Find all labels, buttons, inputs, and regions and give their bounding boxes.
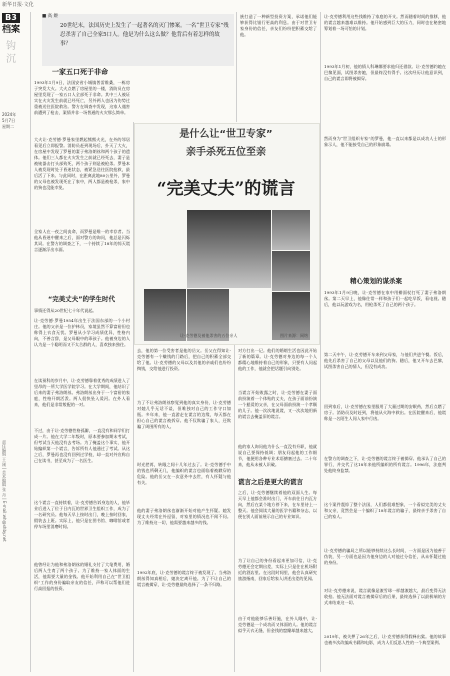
headline-subtitle: 亲手杀死五位至亲 xyxy=(186,147,266,158)
body-paragraph: 第二天中午，让-克劳德开车来到父母家，与他们共进午餐。饭后，他先后杀害了自己的父母以及他们的狗。随后，他又开车去巴黎，试图杀害自己的情人，但没有成功。 xyxy=(324,352,446,370)
headline-subtitle: 是什么让“世卫专家” xyxy=(179,129,273,140)
body-paragraph: 然而身为“世卫组织专家”的罗曼，他一直以来都是以成功人士的形象示人，他不能接受自己的形象崩塌。 xyxy=(324,136,446,148)
masthead: 新华日报·文化 xyxy=(2,2,34,8)
section-heading: 一家五口死于非命 xyxy=(52,68,108,76)
body-paragraph: 在警方的调查之下，让-克劳德的谎言终于被揭穿。他承认了自己的罪行，并交代了这18年来他所编织的所有谎言。1996年，法庭判处他终身监禁。 xyxy=(324,456,446,474)
photo-caption: 让-克劳德及被他杀害的五位亲人 xyxy=(180,333,238,338)
body-paragraph: 时光荏苒，转眼之间十几年过去了。让-克劳德手中的钱也所剩无几，他编织的谎言也面临着被戳穿的危险。他的岳父在一次意外中去世，有人怀疑与他有关。 xyxy=(137,462,231,486)
body-paragraph: 1993年1月9日晚，让-克劳德在家中用擀面杖打死了妻子弗洛朗丝。第二天早上，他像往常一样和孩子们一起吃早饭，看电视。随后，他以玩游戏为名，用枪杀死了自己的两个孩子。 xyxy=(324,290,446,308)
body-paragraph: 对方打出一记。他们的婚姻生活也因此开始了新的篇章。让-克劳德对身边的每一个人都精心地维持着自己的形象，只要有人问起他的工作，他就会把话题引向别处。 xyxy=(238,348,317,372)
body-paragraph: 2019年，被关押了26年之后，让-克劳德获得假释出狱。他的故事也被多次改编成书籍和电影，成为人们反思人性的一个典型案例。 xyxy=(324,634,446,646)
body-paragraph: 在读预科的岁月中，让-克劳德靠着优秀的成绩进入了里昂的一所大学医学院学习。在大学期间，他结识了后来的妻子弗洛朗丝。弗洛朗丝出身于一个富裕的家庭，性格开朗活泼。两人很快坠入爱河。在外人看来，他们是非常般配的一对。 xyxy=(34,378,130,408)
body-paragraph: 让-克劳德利用这些钱维持了家庭的开支。然而随着时间的推移，他的谎言越来越难以维持。他开始感到巨大的压力，同时也在秘密地筹划着一场可怕的计划。 xyxy=(324,14,446,32)
author-byline: ■ 高 姬 xyxy=(42,14,59,19)
body-paragraph: 为了不让弗洛朗丝察觉到他的真实身份，让-克劳德对她几乎无话不谈，但唯独对自己的工作守口如瓶。多年来，他一直游走在谎言的边缘，每天都在担心自己的谎言被拆穿。他不仅欺骗了家人，还欺骗了周围所有的人。 xyxy=(137,400,231,430)
body-paragraph: 1992年底，让-克劳德的谎言终于被发现了。当弗洛朗丝得知真相后，她决定离开他。为了不让自己的谎言被揭穿，让-克劳德最终选择了一条不归路。 xyxy=(137,570,231,588)
lead-paragraph: 20世纪末，法国历史上发生了一起著名的灭门惨案。一名“世卫专家”残忍杀害了自己全家5口人。他是为什么这么做？他背后有着怎样的故事？ xyxy=(60,23,229,47)
body-paragraph: 他曾经让为他和弗洛朗丝的婚礼支付了大笔费用，婚后两人生育了两个孩子。为了维持一家人体面的生活，他需要大量的金钱。他开始利用自己在“世卫组织”工作的身份骗取亲友的信任，声称可以帮他们进行高回报的投资。 xyxy=(34,562,130,592)
issue-date: 2024年 5月7日 星期二 xyxy=(2,112,17,129)
photo-credit: 图片来源：网络 xyxy=(280,333,308,338)
body-paragraph: 不过，由于让-克劳德性格孤僻，一直没有和同学们打成一片。他在大学二年级时，原本要参加期末考试，但考试当天他没有去考场。为了掩盖这个事实，他开始编织第一个谎言，告诉所有人他通过了考试。从这之后，罗曼再也没有回到过学校，却一直对外宣称自己在读书，甚至成为了一名医生。 xyxy=(34,428,130,464)
column-divider xyxy=(234,345,235,672)
section-heading: 谎言之后是更大的谎言 xyxy=(238,478,303,486)
body-paragraph: 这个案件震惊了整个法国，人们都很难想象，一个看似完美的丈夫和父亲，竟然会是一个编织了18年谎言的骗子，最终亲手杀害了自己的家人。 xyxy=(324,502,446,520)
body-paragraph: 他的家人询问他为什么一直没有升职，他就说自己要保持低调；朋友问起他的工作细节，他便用各种专业术语搪塞过去。二十年来，他从未被人识破。 xyxy=(238,444,317,468)
body-paragraph: 去，他的第一位受害者是他的岳父。岳父在得知让-克劳德有一个赚钱的门路后，把自己的积蓄全部交给了他。让-克劳德的父母以及其他的亲戚们也纷纷掏钱，交给他进行投资。 xyxy=(137,348,231,372)
body-paragraph: 1993年1月9日，法国安省小城镇普雷维桑，一栋房子突发大火。大火点燃了房屋里的一楼，消防员在房屋里发现了一家五口人全部死于非命。其中三人被证实在火灾发生前就已经死亡，另外两人也因为伤势过重被送往医院救治。警方在调查中发现，这家人遇害前遭到了枪击，案情并非一场普通的火灾那么简单。 xyxy=(34,80,130,116)
body-paragraph: 这个谎言一直持续着，让-克劳德告诉身边的人，他毕业后进入了位于日内瓦的世界卫生组织工作，成为了一名研究员。他每天早上按时出门，晚上按时回家，假装去上班。实际上，他只是在图书馆、咖啡馆或者停车场里消磨时间。 xyxy=(34,500,130,530)
body-paragraph: 族打造了一种新型投资方案，承诺他们能够获得比银行更高的利息。由于对世卫专家身份的信任，亲友们纷纷把积蓄交给了他。 xyxy=(240,14,317,38)
body-paragraph: 让-克劳德·罗曼1954年出生于法国东部的一个小村庄。他的父亲是一位护林员，家境虽然不算富裕但也称得上衣食无忧。罗曼从小学习成绩优异，性格内向，不善言辞，是父母眼中的乖孩子。他被身边的人认为是一个聪明而又不太合群的人，喜欢独来独往。 xyxy=(34,318,130,348)
body-paragraph: 1993年1月初，他的情人科琳娜要求他归还借款。让-克劳德约她在巴黎见面，试图杀害她，但最终没有得手。这次经历让他意识到，自己的谎言即将被揭穿。 xyxy=(324,64,446,82)
portrait-photo xyxy=(272,210,310,250)
section-name: 钩沉 xyxy=(6,41,16,65)
column-divider xyxy=(320,12,321,672)
section-heading: “完美丈夫”的学生时代 xyxy=(48,295,116,303)
portrait-photo xyxy=(272,251,310,291)
headline-title: “完美丈夫”的谎言 xyxy=(156,179,296,199)
section-category: 档案 xyxy=(2,25,21,35)
column-divider xyxy=(236,12,237,122)
body-paragraph: 由于对他能够乐善好施，在外人眼中，让-克劳德是一个成功而又体面的人。他的谎言似乎天衣无缝，但金钱的窟窿却越来越大。 xyxy=(238,616,317,634)
body-paragraph: 对让-克劳德来说，谎言就像是滚雪球一样越滚越大，最后变得无法收拾。他无法面对谎言被揭穿后的后果，最终选择了以最极端的方式来结束这一切。 xyxy=(324,588,446,606)
body-paragraph: 为了让自己的身份看起来更加可信，让-克劳德还会定期出差，实际上只是住在机场附近的酒店里。在这段时间里，他会认真研究旅游指南，回家后给家人讲述出差的见闻。 xyxy=(238,558,317,582)
section-heading: 精心策划的谋杀案 xyxy=(350,277,402,285)
editor-footer: 责任编辑 王 刚 | 美术编辑 张 丹 | E-mail:wh@xhby.net xyxy=(2,440,7,542)
body-paragraph: 回到家后，让-克劳德在家里服用了大量过期的安眠药，然后点燃了房子。消防员及时赶到，将他从火海中救出。在医院醒来后，他谎称是一名陌生人闯入家中行凶。 xyxy=(324,404,446,422)
body-paragraph: 全家人在一夜之间丧命，而罗曼是唯一的幸存者。当他从昏迷中醒来之后，面对警方的询问，他总是闪烁其词。在警方的调查之下，一个持续了18年的惊天谎言逐渐浮出水面。 xyxy=(34,229,130,253)
section-number: B3 xyxy=(2,13,20,23)
sidebar-divider xyxy=(30,12,31,672)
body-paragraph: 事情还得从20世纪七十年代说起。 xyxy=(34,308,97,313)
body-paragraph: 之后，让-克劳德继续着他的双面人生。每天早上他都会准时出门，开车前往日内瓦方向，然后在某个地方停下来，在车里待上一整天。他会阅读大量的医学书籍和杂志，以便在别人面前展示自己的专业知识。 xyxy=(238,490,317,520)
body-paragraph: 让-克劳德的骗局之所以能够持续这么长时间，一方面是因为他善于伪装，另一方面也是因为他身边的人对他过分信任，从未怀疑过他的身份。 xyxy=(324,548,446,566)
body-paragraph: 大火让-克劳德·罗曼家里燃起熊熊火光，在外的邻居看见后立即报警。消防员赶到现场后，扑灭了大火，在房屋中发现了罗曼的妻子弗洛朗丝和两个孩子的遗体。他们三人都在火灾发生之前就已经死去，妻子是被钝器击打头部致死，两个孩子则是被枪杀。罗曼本人被发现时处于昏迷状态，被紧急送往医院抢救，最后活了下来。与此同时，在距离此地80公里外，罗曼的父母也被发现死在了家中，两人都是被枪杀，家中的狗也没能幸免。 xyxy=(34,137,130,191)
portrait-photo xyxy=(187,210,271,288)
body-paragraph: 当谎言开始败露之时，让-克劳德在妻子面前扮演着一个体贴的丈夫，在孩子面前扮演一个慈爱的父亲，在父母面前扮演一个孝顺的儿子。他一次次地说谎，又一次次地用新的谎言去掩盖旧的谎言。 xyxy=(238,390,317,420)
body-paragraph: 他的妻子弗洛朗丝也渐渐开始对他产生怀疑。她发现丈夫经常在外逗留，对家里的情况也不闻不问。为了维持这一切，他需要越来越多的钱。 xyxy=(137,508,231,526)
